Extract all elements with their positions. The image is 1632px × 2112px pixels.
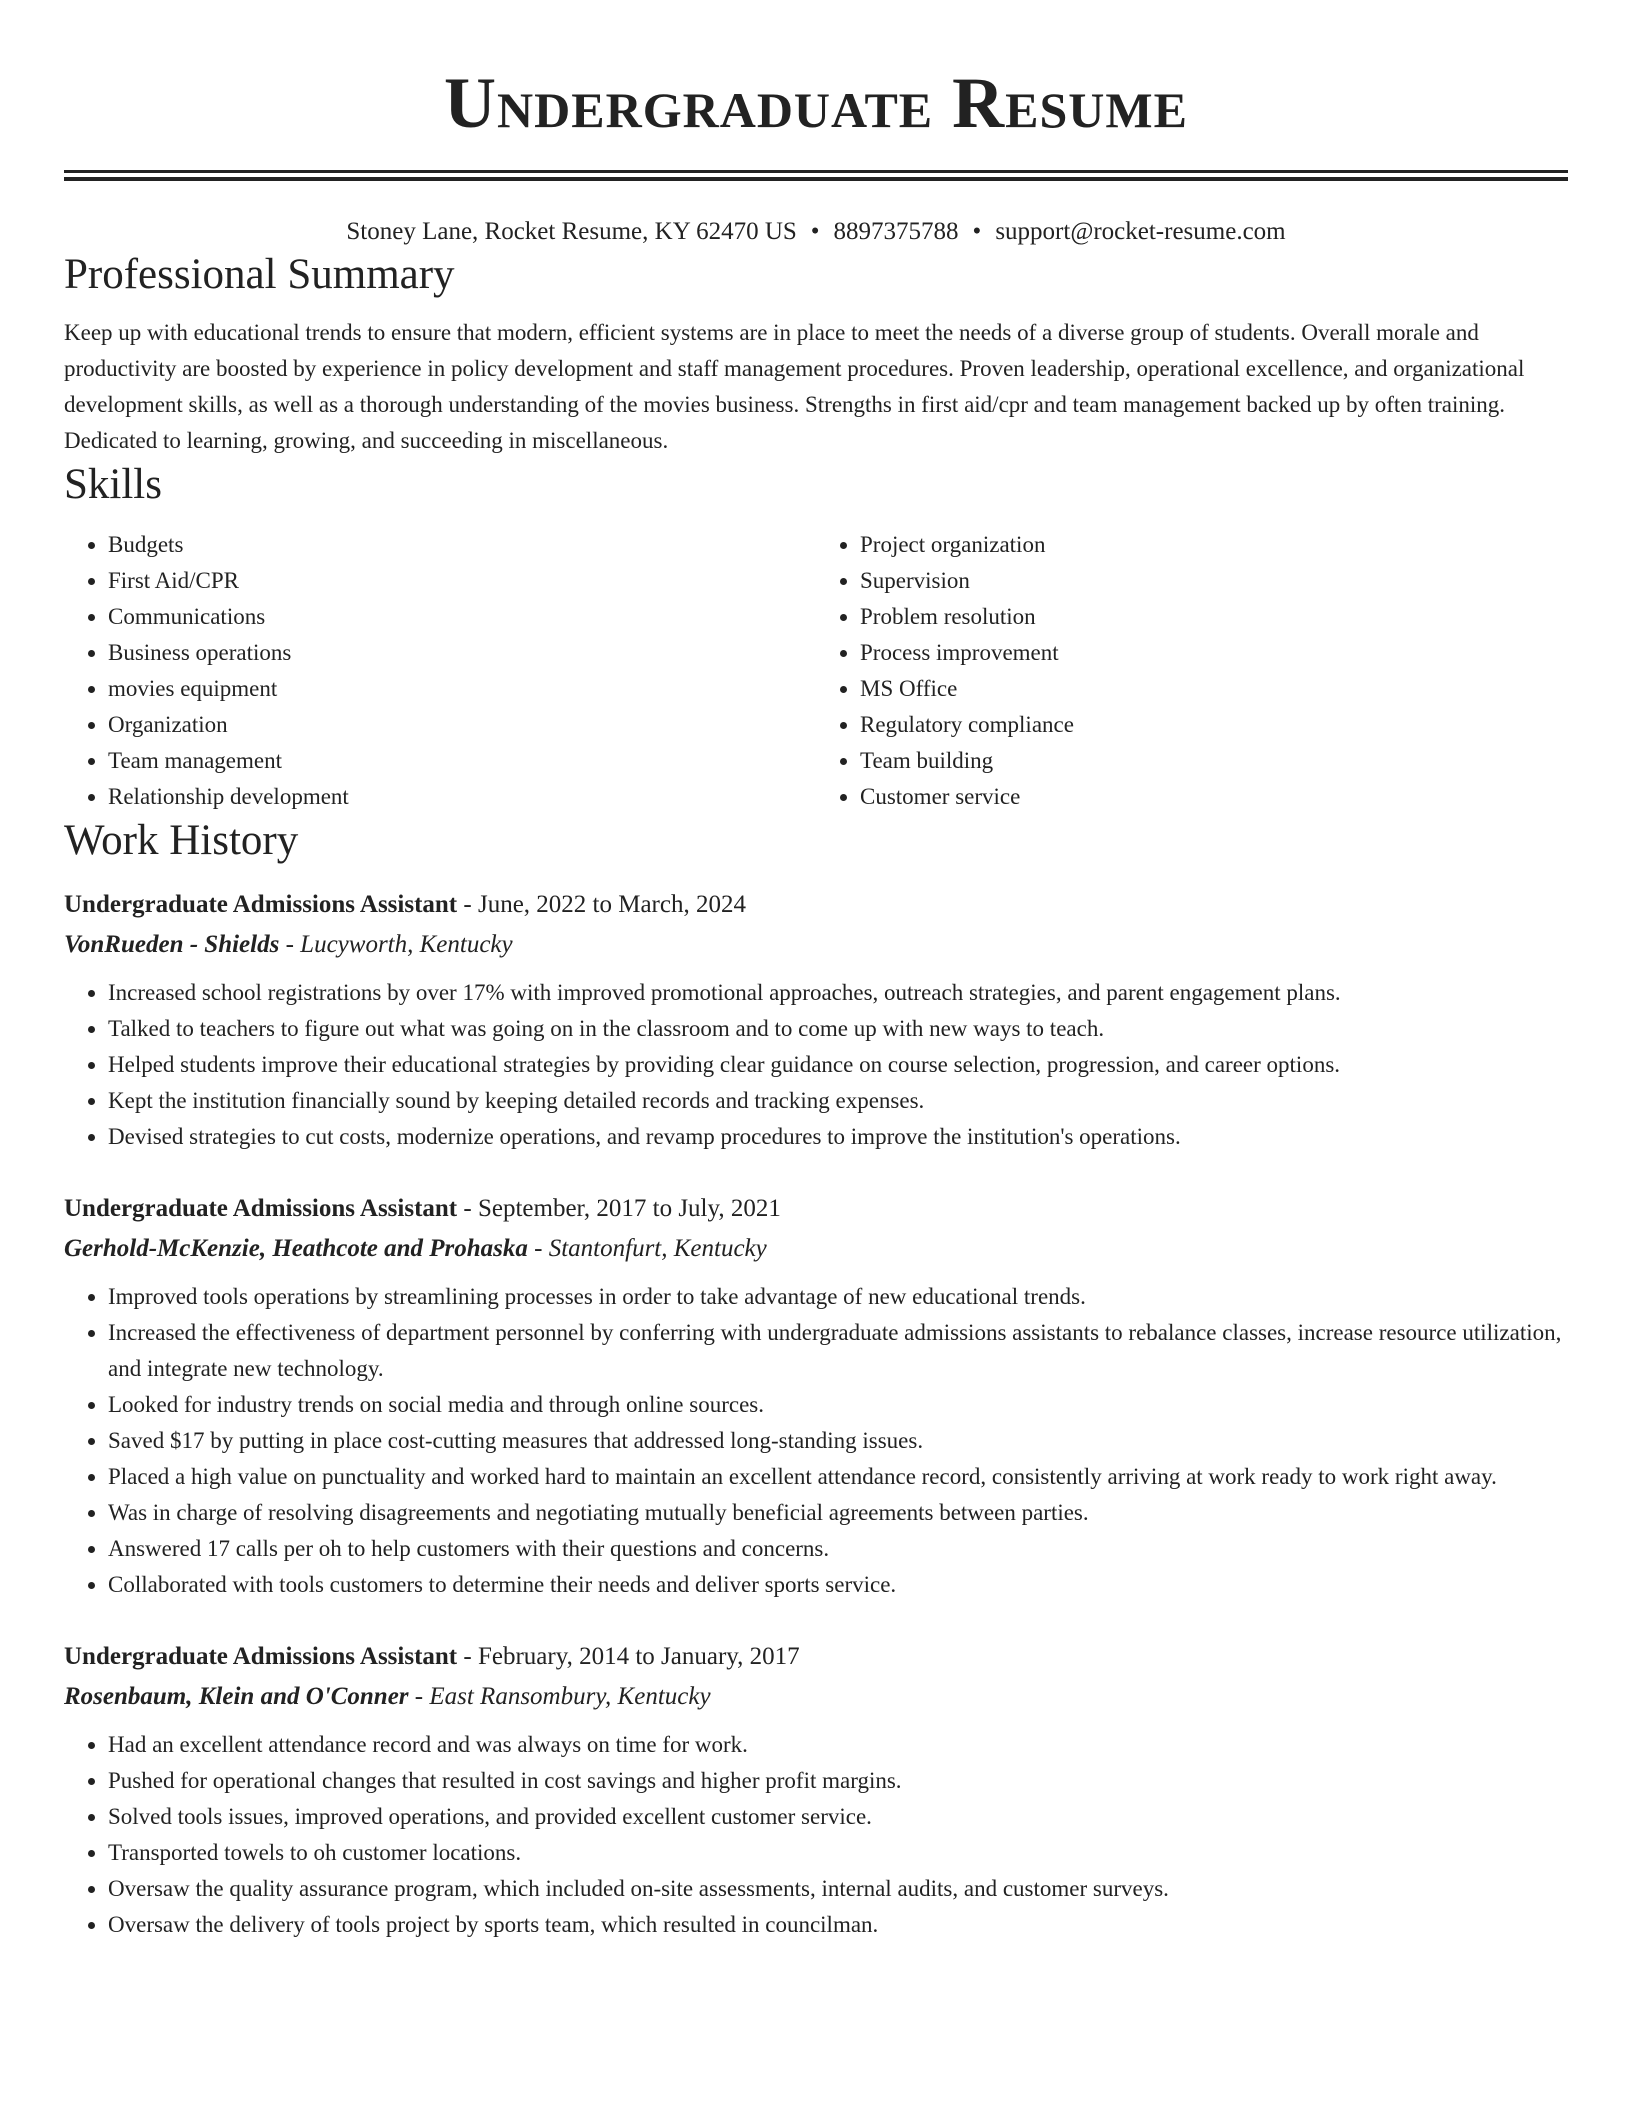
skill-item: • Budgets xyxy=(108,527,816,563)
skills-column-left xyxy=(64,527,816,815)
job-company-line xyxy=(64,1229,1568,1269)
contact-email: support@rocket-resume.com xyxy=(995,218,1286,245)
skill-item: • First Aid/CPR xyxy=(108,563,816,599)
skill-item: • Project organization xyxy=(860,527,1568,563)
job-bullet: • Talked to teachers to figure out what was going on in the classroom and to come up with new ways to teach. xyxy=(108,1011,1568,1047)
job-bullet: • Pushed for operational changes that resulted in cost savings and higher profit margins. xyxy=(108,1763,1568,1799)
job-bullet: • Increased the effectiveness of department personnel by conferring with undergraduate admissions assistants to rebalance classes, increase resource utilization, and integrate new technology. xyxy=(108,1315,1568,1387)
contact-address: Stoney Lane, Rocket Resume, KY 62470 US xyxy=(346,218,797,245)
job-bullet: • Increased school registrations by over 17% with improved promotional approaches, outreach strategies, and parent engagement plans. xyxy=(108,975,1568,1011)
job-entry xyxy=(64,885,1568,1155)
job-bullets xyxy=(64,1727,1568,1943)
summary-text: Keep up with educational trends to ensure that modern, efficient systems are in place to meet the needs of a diverse group of students. Overall morale and productivity are boosted by experience in policy development and staff management procedures. Proven leadership, operational excellence, and organizational development skills, as well as a thorough understanding of the movies business. Strengths in first aid/cpr and team management backed up by often training. Dedicated to learning, growing, and succeeding in miscellaneous. xyxy=(64,320,1525,453)
job-bullet: • Saved $17 by putting in place cost-cutting measures that addressed long-standing issues. xyxy=(108,1423,1568,1459)
skill-item: • Team management xyxy=(108,743,816,779)
title-double-rule xyxy=(64,170,1568,181)
job-company: VonRueden - Shields xyxy=(64,931,280,958)
contact-phone: 8897375788 xyxy=(833,218,959,245)
skill-item: • Process improvement xyxy=(860,635,1568,671)
skill-item: • Regulatory compliance xyxy=(860,707,1568,743)
job-bullet: • Had an excellent attendance record and was always on time for work. xyxy=(108,1727,1568,1763)
summary-heading: Professional Summary xyxy=(64,251,455,298)
job-entry xyxy=(64,1637,1568,1943)
job-bullet: • Was in charge of resolving disagreements and negotiating mutually beneficial agreements between parties. xyxy=(108,1495,1568,1531)
job-role: Undergraduate Admissions Assistant xyxy=(64,1195,458,1222)
job-title-line xyxy=(64,1189,1568,1229)
skills-column-right xyxy=(816,527,1568,815)
job-bullets xyxy=(64,975,1568,1155)
skills-heading: Skills xyxy=(64,461,162,508)
job-company: Gerhold-McKenzie, Heathcote and Prohaska xyxy=(64,1235,528,1262)
skills-list xyxy=(64,527,1568,815)
work-history-heading: Work History xyxy=(64,817,299,864)
contact-separator: • xyxy=(810,218,820,245)
skill-item: • Team building xyxy=(860,743,1568,779)
job-bullet: • Answered 17 calls per oh to help customers with their questions and concerns. xyxy=(108,1531,1568,1567)
job-dates: - February, 2014 to January, 2017 xyxy=(457,1643,800,1670)
resume-title: Undergraduate Resume xyxy=(444,63,1188,143)
job-dates: - June, 2022 to March, 2024 xyxy=(457,891,746,918)
job-bullet: • Kept the institution financially sound by keeping detailed records and tracking expenses. xyxy=(108,1083,1568,1119)
job-bullet: • Devised strategies to cut costs, modernize operations, and revamp procedures to improve the institution's operations. xyxy=(108,1119,1568,1155)
skill-item: • Problem resolution xyxy=(860,599,1568,635)
job-bullet: • Solved tools issues, improved operations, and provided excellent customer service. xyxy=(108,1799,1568,1835)
skill-item: • Relationship development xyxy=(108,779,816,815)
job-bullet: • Looked for industry trends on social media and through online sources. xyxy=(108,1387,1568,1423)
job-bullet: • Oversaw the quality assurance program, which included on-site assessments, internal audits, and customer surveys. xyxy=(108,1871,1568,1907)
skill-item: • Organization xyxy=(108,707,816,743)
job-location: - Lucyworth, Kentucky xyxy=(279,931,513,958)
skill-item: • Customer service xyxy=(860,779,1568,815)
job-bullet: • Oversaw the delivery of tools project by sports team, which resulted in councilman. xyxy=(108,1907,1568,1943)
job-company-line xyxy=(64,1677,1568,1717)
skill-item: • Supervision xyxy=(860,563,1568,599)
skill-item: • movies equipment xyxy=(108,671,816,707)
job-title-line xyxy=(64,885,1568,925)
job-bullet: • Placed a high value on punctuality and worked hard to maintain an excellent attendance record, consistently arriving at work ready to work right away. xyxy=(108,1459,1568,1495)
skill-item: • Communications xyxy=(108,599,816,635)
job-location: - East Ransombury, Kentucky xyxy=(408,1683,711,1710)
contact-separator: • xyxy=(972,218,982,245)
contact-line xyxy=(64,215,1568,249)
job-entry xyxy=(64,1189,1568,1603)
job-bullets xyxy=(64,1279,1568,1603)
job-bullet: • Transported towels to oh customer locations. xyxy=(108,1835,1568,1871)
job-company: Rosenbaum, Klein and O'Conner xyxy=(64,1683,409,1710)
job-dates: - September, 2017 to July, 2021 xyxy=(457,1195,781,1222)
job-bullet: • Collaborated with tools customers to determine their needs and deliver sports service. xyxy=(108,1567,1568,1603)
job-role: Undergraduate Admissions Assistant xyxy=(64,1643,458,1670)
job-role: Undergraduate Admissions Assistant xyxy=(64,891,458,918)
skill-item: • MS Office xyxy=(860,671,1568,707)
job-bullet: • Helped students improve their educational strategies by providing clear guidance on course selection, progression, and career options. xyxy=(108,1047,1568,1083)
skill-item: • Business operations xyxy=(108,635,816,671)
job-location: - Stantonfurt, Kentucky xyxy=(527,1235,767,1262)
job-title-line xyxy=(64,1637,1568,1677)
job-bullet: • Improved tools operations by streamlining processes in order to take advantage of new educational trends. xyxy=(108,1279,1568,1315)
job-company-line xyxy=(64,925,1568,965)
